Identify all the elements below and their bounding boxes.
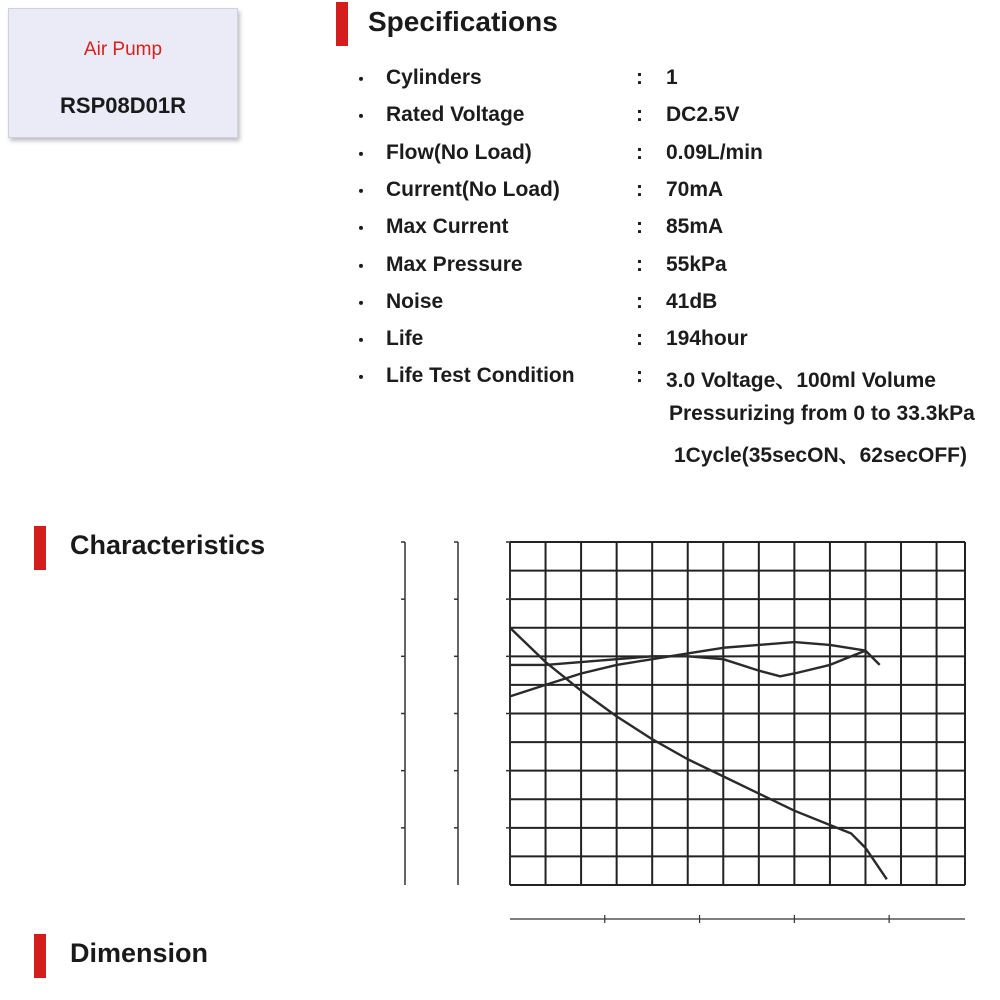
spec-bullet: ・: [352, 181, 370, 202]
spec-key: Life: [386, 327, 424, 351]
life-test-cont-2: 1Cycle(35secON、62secOFF): [674, 444, 967, 467]
spec-bullet: ・: [352, 70, 370, 90]
dimension-marker: [34, 934, 46, 978]
spec-colon: :: [636, 103, 643, 127]
spec-value: 3.0 Voltage、100ml Volume: [666, 369, 936, 393]
spec-bullet: ・: [352, 219, 370, 240]
spec-colon: :: [636, 66, 643, 89]
spec-colon: :: [636, 327, 643, 351]
spec-value: 41dB: [666, 289, 718, 313]
spec-key: Life Test Condition: [386, 364, 575, 388]
spec-bullet: ・: [352, 107, 370, 128]
spec-key: Noise: [386, 289, 444, 313]
product-label-card: [8, 8, 238, 138]
spec-colon: :: [636, 215, 643, 239]
spec-bullet: ・: [352, 368, 370, 389]
spec-value: DC2.5V: [666, 103, 740, 127]
characteristics-heading: Characteristics: [70, 530, 266, 560]
product-model: RSP08D01R: [60, 93, 186, 118]
spec-colon: :: [636, 252, 643, 276]
spec-colon: :: [636, 140, 643, 164]
product-kind: Air Pump: [83, 39, 163, 60]
spec-value: 1: [666, 66, 678, 89]
spec-bullet: ・: [352, 293, 370, 314]
characteristics-chart: [360, 530, 1000, 960]
dimension-heading: Dimension: [70, 938, 209, 968]
specifications-heading: Specifications: [368, 6, 558, 37]
spec-key: Flow(No Load): [386, 140, 532, 164]
spec-key: Current(No Load): [386, 177, 560, 201]
spec-colon: :: [636, 289, 643, 313]
spec-key: Rated Voltage: [386, 103, 525, 127]
characteristics-marker: [34, 526, 46, 570]
spec-value: 85mA: [666, 215, 724, 239]
spec-key: Cylinders: [386, 66, 482, 89]
spec-value: 194hour: [666, 327, 748, 351]
series-line-current: [510, 642, 880, 696]
spec-value: 55kPa: [666, 252, 727, 276]
spec-key: Max Pressure: [386, 252, 523, 276]
life-test-cont-1: Pressurizing from 0 to 33.3kPa: [669, 402, 975, 425]
specifications-marker: [336, 2, 348, 46]
spec-value: 70mA: [666, 177, 724, 201]
spec-bullet: ・: [352, 144, 370, 165]
spec-bullet: ・: [352, 331, 370, 352]
spec-value: 0.09L/min: [666, 140, 763, 164]
spec-colon: :: [636, 364, 643, 388]
spec-key: Max Current: [386, 215, 509, 239]
spec-bullet: ・: [352, 256, 370, 277]
characteristics-chart-svg: [360, 530, 1000, 960]
spec-colon: :: [636, 177, 643, 201]
